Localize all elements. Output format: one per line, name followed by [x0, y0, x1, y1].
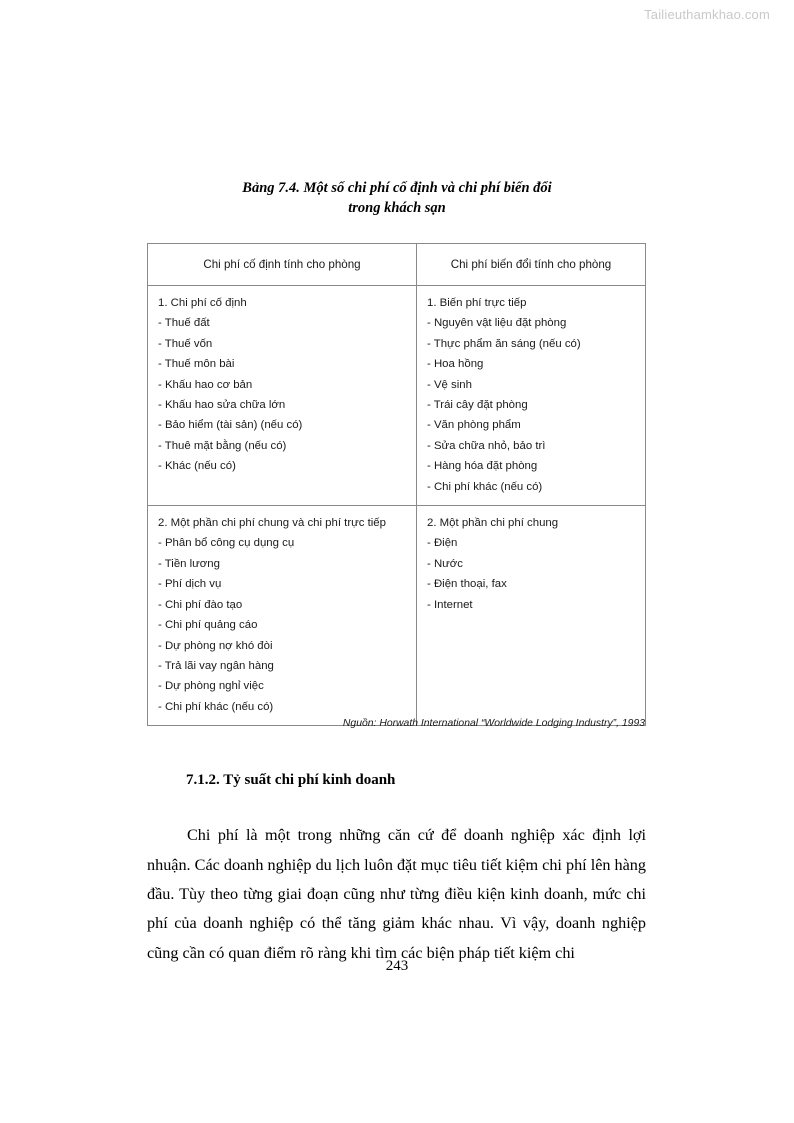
list-item: - Trái cây đặt phòng: [427, 399, 528, 412]
cell-section1-right: [417, 286, 646, 506]
list-item: - Trả lãi vay ngân hàng: [158, 659, 274, 672]
list-item: - Chi phí quảng cáo: [158, 619, 258, 632]
list-title: 1. Chi phí cố định: [158, 297, 247, 309]
column-header-fixed-cost: Chi phí cố định tính cho phòng: [148, 244, 417, 286]
table-row: [148, 286, 646, 506]
list-item: - Khấu hao cơ bản: [158, 378, 253, 391]
watermark: Tailieuthamkhao.com: [644, 7, 770, 22]
cell-section1-left: [148, 286, 417, 506]
list-item: - Thuê mặt bằng (nếu có): [158, 439, 287, 452]
list-item: - Thuế đất: [158, 317, 210, 330]
list-title: 1. Biến phí trực tiếp: [427, 297, 527, 309]
list-item: - Sửa chữa nhỏ, bảo trì: [427, 439, 546, 452]
table-caption-line-2: trong khách sạn: [348, 200, 446, 216]
table-row: [148, 506, 646, 726]
column-header-variable-cost: Chi phí biến đổi tính cho phòng: [417, 244, 646, 286]
list-item: - Phí dịch vụ: [158, 578, 222, 591]
list-item: - Bảo hiểm (tài sản) (nếu có): [158, 419, 303, 432]
table-header-row: [148, 244, 646, 286]
body-paragraph: Chi phí là một trong những căn cứ để doanh nghiệp xác định lợi nhuận. Các doanh nghiệp du lịch luôn đặt mục tiêu tiết kiệm chi phí lên hàng đầu. Tùy theo từng giai đoạn cũng như từng điều kiện kinh doanh, mức chi phí của doanh nghiệp có thể tăng giảm khác nhau. Vì vậy, doanh nghiệp cũng cần có quan điểm rõ ràng khi tìm các biện pháp tiết kiệm chi: [147, 826, 646, 962]
list-item: - Internet: [427, 598, 473, 611]
list-item: - Nguyên vật liệu đặt phòng: [427, 317, 567, 330]
list-item: - Chi phí khác (nếu có): [427, 480, 543, 493]
table-caption-line-1: Bảng 7.4. Một số chi phí cố định và chi phí biến đổi: [242, 180, 552, 196]
list-item: - Điện: [427, 537, 458, 550]
list-item: - Chi phí khác (nếu có): [158, 700, 274, 713]
list-item: - Văn phòng phẩm: [427, 419, 521, 432]
list-item: - Thuế vốn: [158, 337, 213, 350]
cost-comparison-table: [147, 243, 646, 726]
list-item: - Nước: [427, 557, 463, 570]
list-title: 2. Một phần chi phí chung và chi phí trực tiếp: [158, 517, 386, 530]
list-item: - Dự phòng nợ khó đòi: [158, 639, 273, 652]
list-item: - Phân bổ công cụ dụng cụ: [158, 537, 295, 550]
list-item: - Vệ sinh: [427, 378, 472, 391]
page-number: 243: [385, 958, 409, 974]
list-item: - Thuế môn bài: [158, 358, 235, 371]
list-item: - Dự phòng nghỉ việc: [158, 680, 264, 693]
table-source-note: Nguồn: Horwath International “Worldwide Lodging Industry”, 1993: [342, 718, 645, 729]
table-caption: [147, 178, 647, 218]
list-item: - Hoa hồng: [427, 358, 484, 371]
list-item: - Khác (nếu có): [158, 460, 236, 473]
section-heading: 7.1.2. Tỷ suất chi phí kinh doanh: [186, 772, 396, 788]
list-item: - Hàng hóa đặt phòng: [427, 460, 538, 473]
list-item: - Thực phẩm ăn sáng (nếu có): [427, 337, 581, 350]
cell-section2-right: [417, 506, 646, 726]
cell-section2-left: [148, 506, 417, 726]
list-item: - Tiền lương: [158, 557, 220, 570]
list-item: - Khấu hao sửa chữa lớn: [158, 399, 286, 412]
list-item: - Điện thoại, fax: [427, 578, 507, 591]
list-item: - Chi phí đào tạo: [158, 598, 243, 611]
list-title: 2. Một phần chi phí chung: [427, 517, 559, 530]
